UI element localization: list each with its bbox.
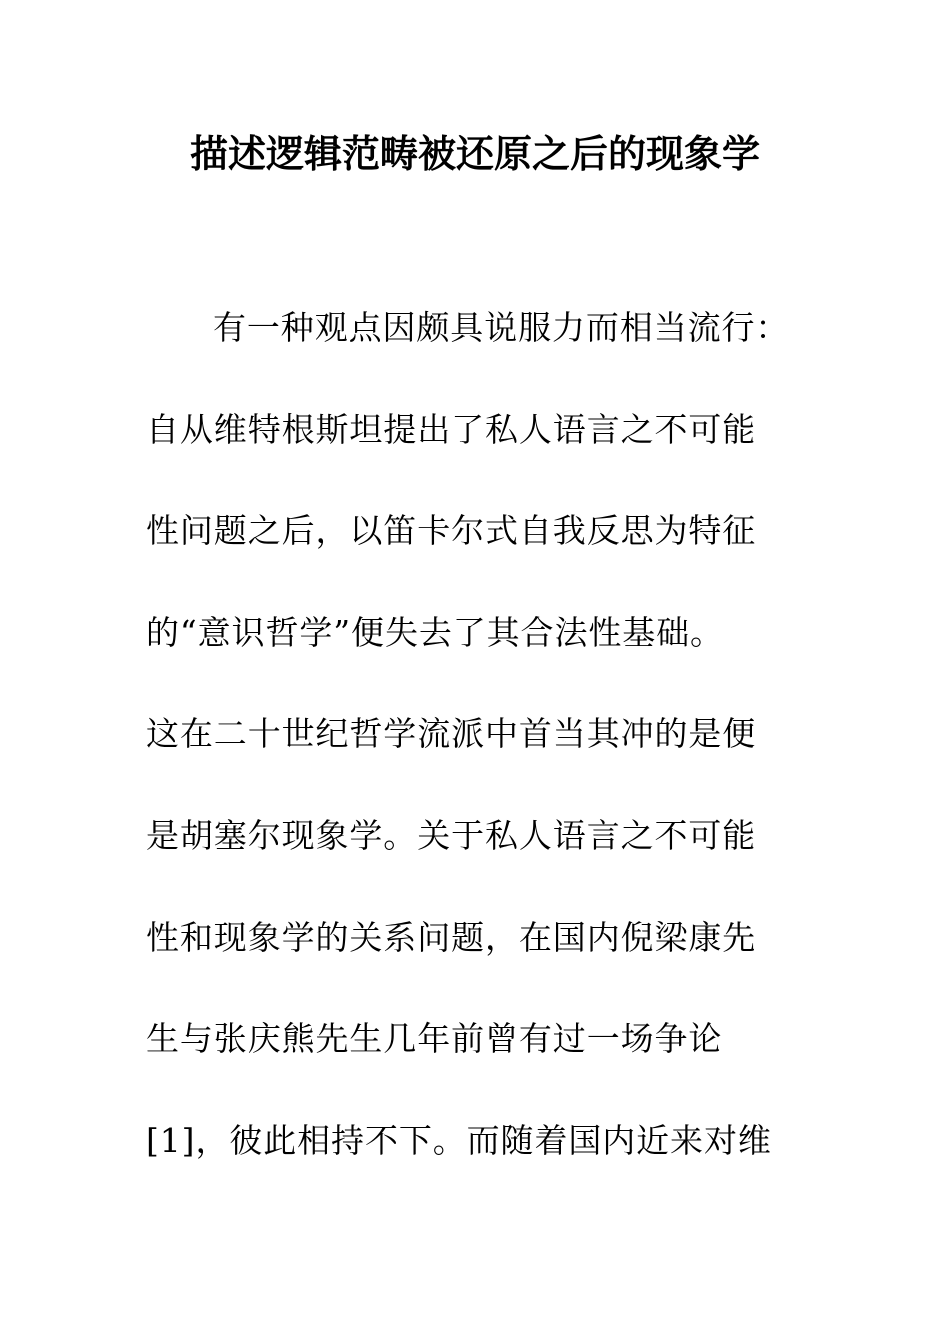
paragraph-line: [1]，彼此相持不下。而随着国内近来对维 bbox=[146, 1120, 772, 1160]
paragraph-line: 是胡塞尔现象学。关于私人语言之不可能 bbox=[146, 815, 757, 855]
document-title: 描述逻辑范畴被还原之后的现象学 bbox=[189, 132, 760, 176]
body-paragraph bbox=[146, 298, 826, 1212]
paragraph-line: 性和现象学的关系问题，在国内倪梁康先 bbox=[146, 917, 757, 957]
paragraph-line: 性问题之后，以笛卡尔式自我反思为特征 bbox=[146, 511, 757, 551]
paragraph-line: 有一种观点因颇具说服力而相当流行： bbox=[213, 308, 790, 347]
paragraph-line: 的“意识哲学”便失去了其合法性基础。 bbox=[146, 612, 724, 652]
paragraph-line: 自从维特根斯坦提出了私人语言之不可能 bbox=[146, 409, 757, 449]
paragraph-line: 生与张庆熊先生几年前曾有过一场争论 bbox=[146, 1019, 723, 1059]
paragraph-line: 这在二十世纪哲学流派中首当其冲的是便 bbox=[146, 714, 757, 754]
